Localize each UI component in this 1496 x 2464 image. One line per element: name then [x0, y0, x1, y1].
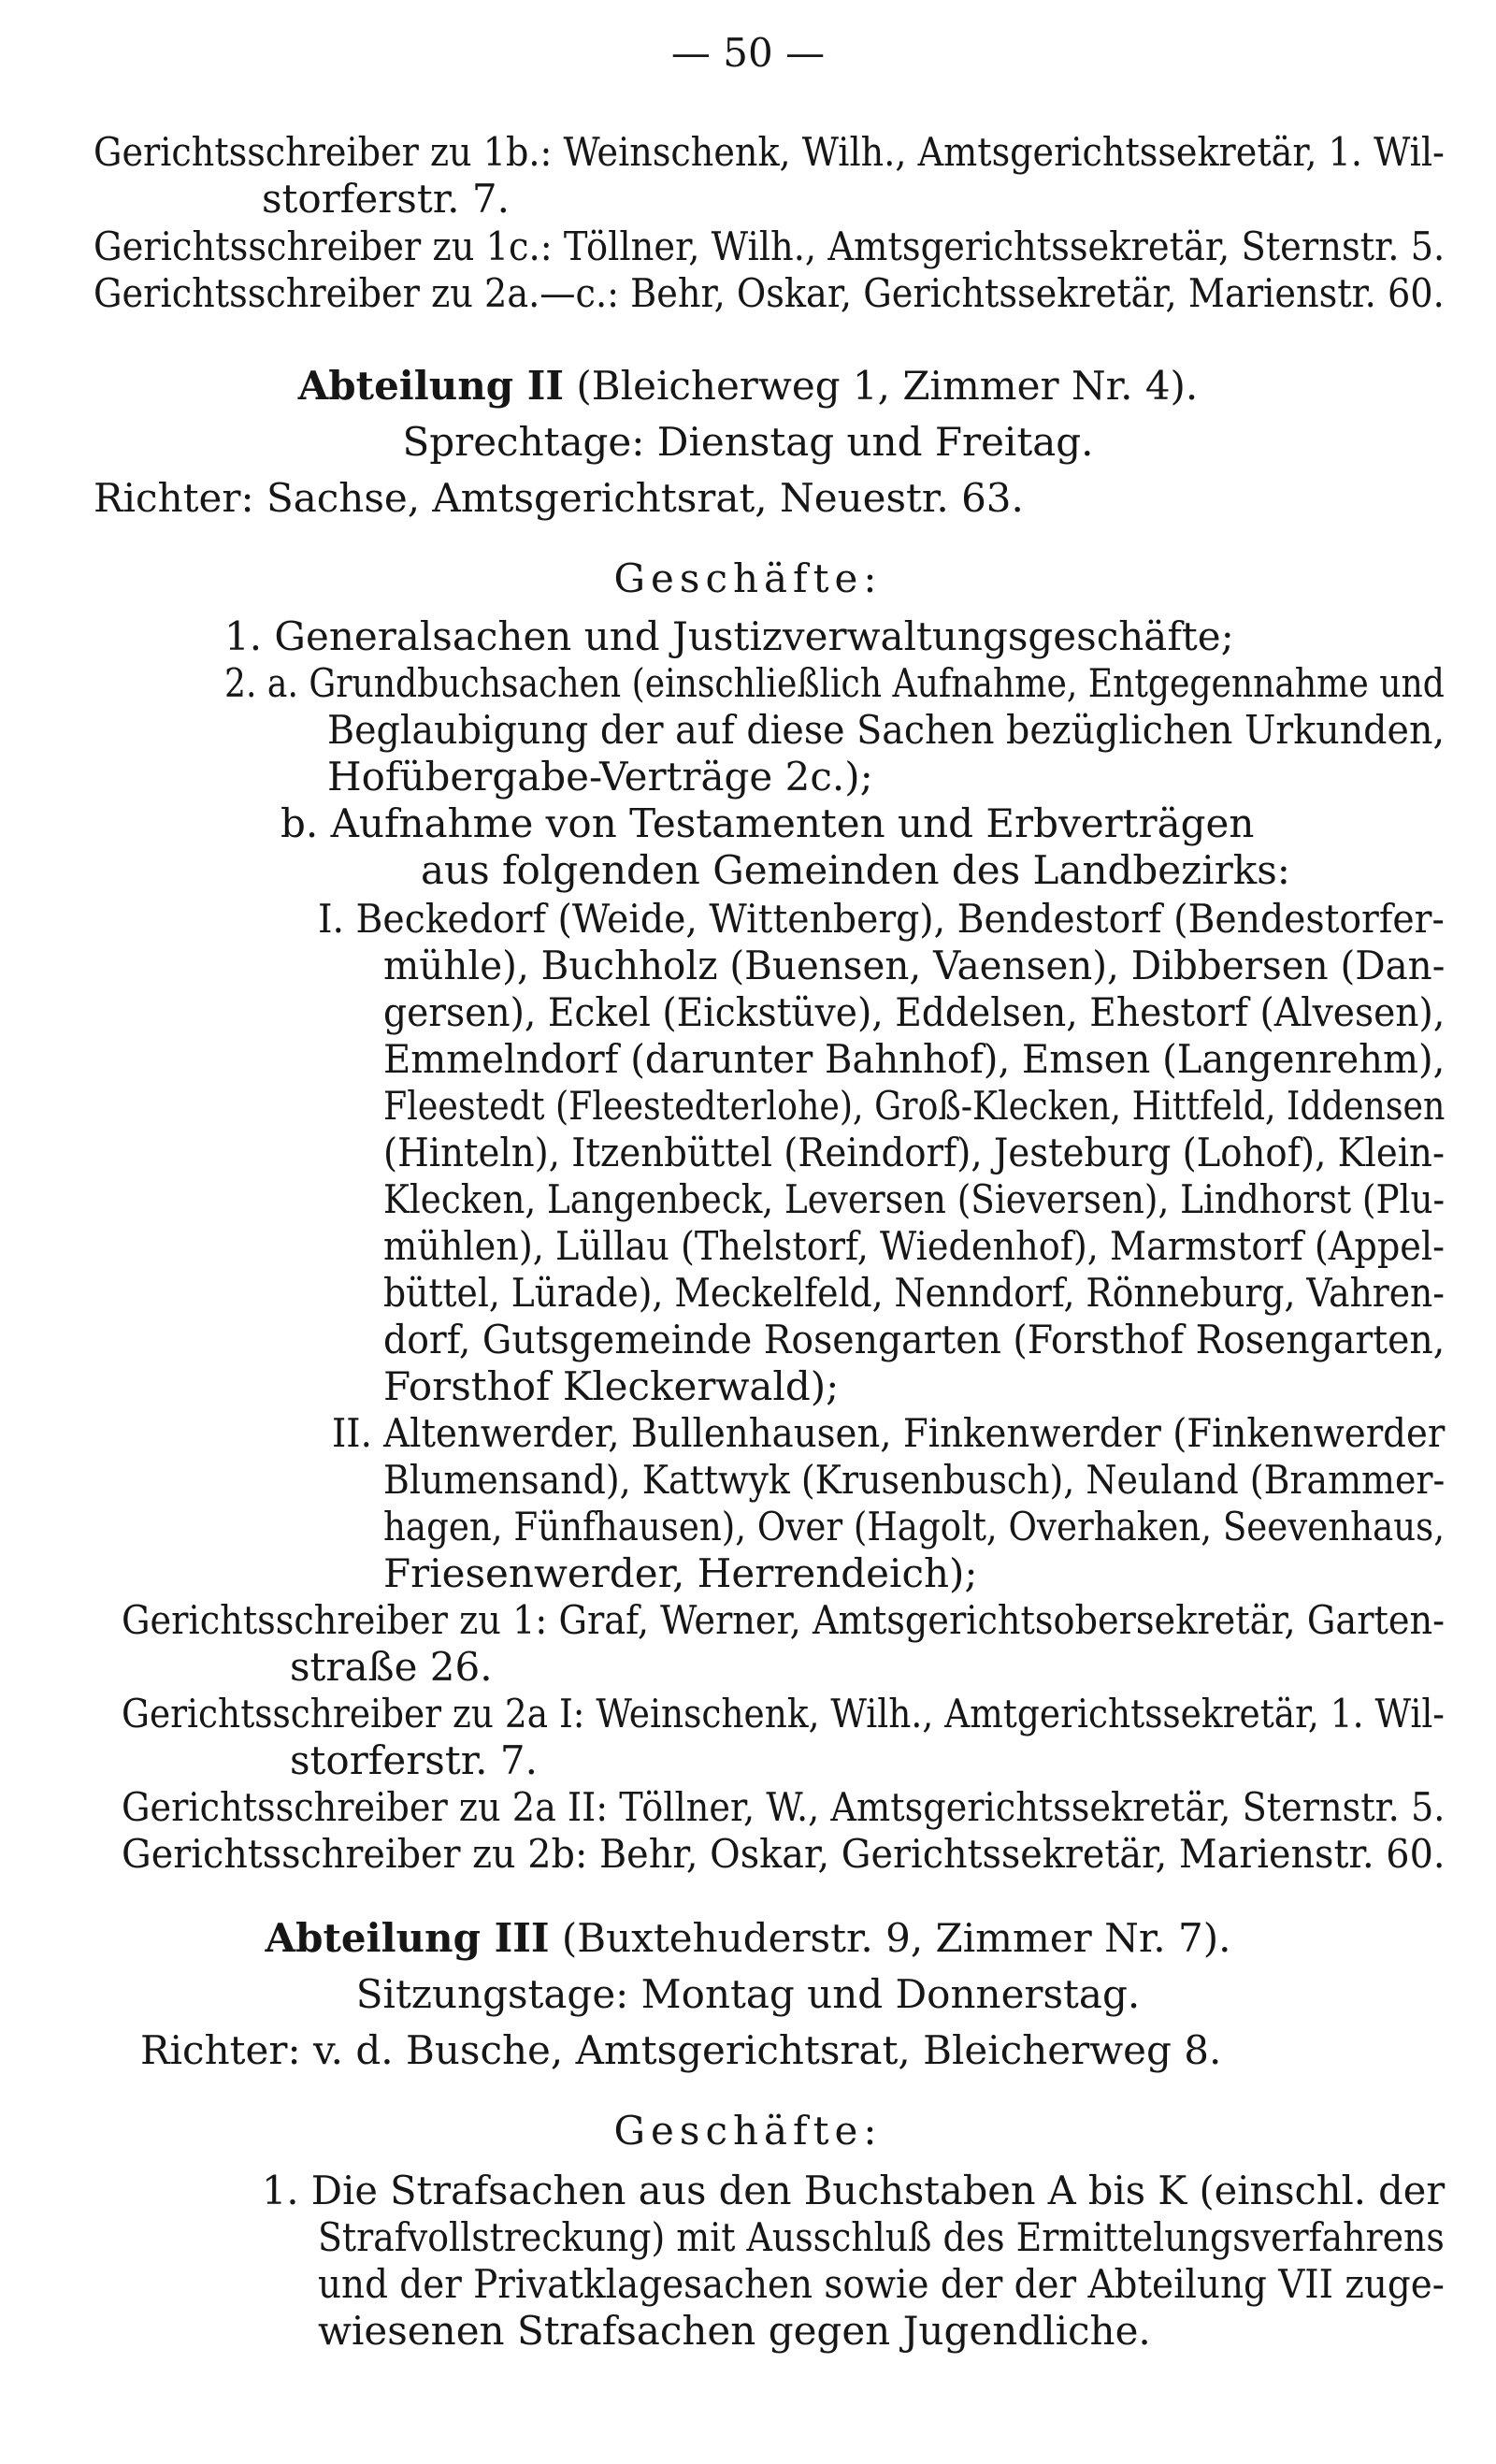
text-line: Gerichtsschreiber zu 2a II: Töllner, W., Amtsgerichtssekretär, Sternstr. 5. [122, 1784, 1446, 1830]
text-line: Emmelndorf (darunter Bahnhof), Emsen (Langenrehm), [383, 1036, 1446, 1082]
text-line: Beglaubigung der auf diese Sachen bezüglichen Urkunden, [327, 707, 1446, 753]
heading-rest: (Buxtehuderstr. 9, Zimmer Nr. 7). [549, 1915, 1231, 1961]
text-line: wiesenen Strafsachen gegen Jugendliche. [318, 2308, 1151, 2354]
text-line: Gerichtsschreiber zu 2a I: Weinschenk, Wilh., Amtgerichtssekretär, 1. Wil- [122, 1691, 1445, 1736]
text-line: hagen, Fünfhausen), Over (Hagolt, Overhaken, Seevenhaus, [383, 1504, 1446, 1549]
section-heading [0, 363, 1496, 409]
judge-line: Richter: v. d. Busche, Amtsgerichtsrat, Bleicherweg 8. [140, 2027, 1222, 2073]
business-title: Geschäfte: [613, 555, 883, 601]
session-days: Sitzungstage: Montag und Donnerstag. [355, 1971, 1141, 2017]
judge-line: Richter: Sachse, Amtsgerichtsrat, Neuestr. 63. [94, 475, 1024, 521]
text-line: Klecken, Langenbeck, Leversen (Sieversen), Lindhorst (Plu- [383, 1176, 1446, 1222]
text-line: aus folgenden Gemeinden des Landbezirks: [421, 847, 1290, 893]
text-line: dorf, Gutsgemeinde Rosengarten (Forsthof Rosengarten, [383, 1317, 1446, 1362]
text-line: (Hinteln), Itzenbüttel (Reindorf), Jesteburg (Lohof), Klein- [383, 1130, 1446, 1175]
text-line: 2. a. Grundbuchsachen (einschließlich Aufnahme, Entgegennahme und [224, 660, 1445, 706]
heading-bold: Abteilung III [265, 1915, 550, 1961]
text-line: Hofübergabe-Verträge 2c.); [327, 754, 873, 800]
text-line: mühlen), Lüllau (Thelstorf, Wiedenhof), Marmstorf (Appel- [383, 1223, 1446, 1269]
office-days: Sprechtage: Dienstag und Freitag. [402, 419, 1094, 465]
text-line: Strafvollstreckung) mit Ausschluß des Ermittelungsverfahrens [318, 2214, 1445, 2260]
text-line: 1. Die Strafsachen aus den Buchstaben A bis K (einschl. der [262, 2168, 1446, 2213]
text-line: Forsthof Kleckerwald); [383, 1363, 840, 1409]
text-line: gersen), Eckel (Eickstüve), Eddelsen, Ehestorf (Alvesen), [383, 989, 1446, 1035]
text-line: Gerichtsschreiber zu 1: Graf, Werner, Amtsgerichtsobersekretär, Garten- [122, 1597, 1446, 1643]
text-line: Gerichtsschreiber zu 1c.: Töllner, Wilh., Amtsgerichtssekretär, Sternstr. 5. [94, 223, 1446, 269]
heading-bold: Abteilung II [297, 363, 565, 409]
section-heading [0, 1915, 1496, 1961]
text-line: I. Beckedorf (Weide, Wittenberg), Bendestorf (Bendestorfer- [318, 896, 1445, 942]
text-line: Fleestedt (Fleestedterlohe), Groß-Klecken, Hittfeld, Iddensen [383, 1083, 1446, 1129]
text-line: Gerichtsschreiber zu 2a.—c.: Behr, Oskar, Gerichtssekretär, Marienstr. 60. [94, 270, 1445, 316]
text-line: 1. Generalsachen und Justizverwaltungsgeschäfte; [224, 613, 1234, 659]
text-line: Gerichtsschreiber zu 2b: Behr, Oskar, Gerichtssekretär, Marienstr. 60. [122, 1831, 1446, 1877]
text-line: mühle), Buchholz (Buensen, Vaensen), Dibbersen (Dan- [383, 943, 1446, 988]
text-line: Gerichtsschreiber zu 1b.: Weinschenk, Wilh., Amtsgerichtssekretär, 1. Wil- [94, 129, 1445, 175]
text-line: storferstr. 7. [290, 1737, 538, 1783]
business-title: Geschäfte: [613, 2108, 883, 2154]
text-line: II. Altenwerder, Bullenhausen, Finkenwerder (Finkenwerder [332, 1410, 1446, 1456]
text-line: straße 26. [290, 1644, 493, 1690]
page-number: — 50 — [670, 30, 826, 76]
text-line: Friesenwerder, Herrendeich); [383, 1550, 978, 1596]
text-line: b. Aufnahme von Testamenten und Erbverträgen [280, 800, 1255, 846]
heading-rest: (Bleicherweg 1, Zimmer Nr. 4). [564, 363, 1199, 409]
text-line: Blumensand), Kattwyk (Krusenbusch), Neuland (Brammer- [383, 1457, 1446, 1503]
text-line: storferstr. 7. [262, 176, 510, 222]
text-line: und der Privatklagesachen sowie der der Abteilung VII zuge- [318, 2261, 1445, 2307]
text-line: büttel, Lürade), Meckelfeld, Nenndorf, Rönneburg, Vahren- [383, 1270, 1445, 1316]
